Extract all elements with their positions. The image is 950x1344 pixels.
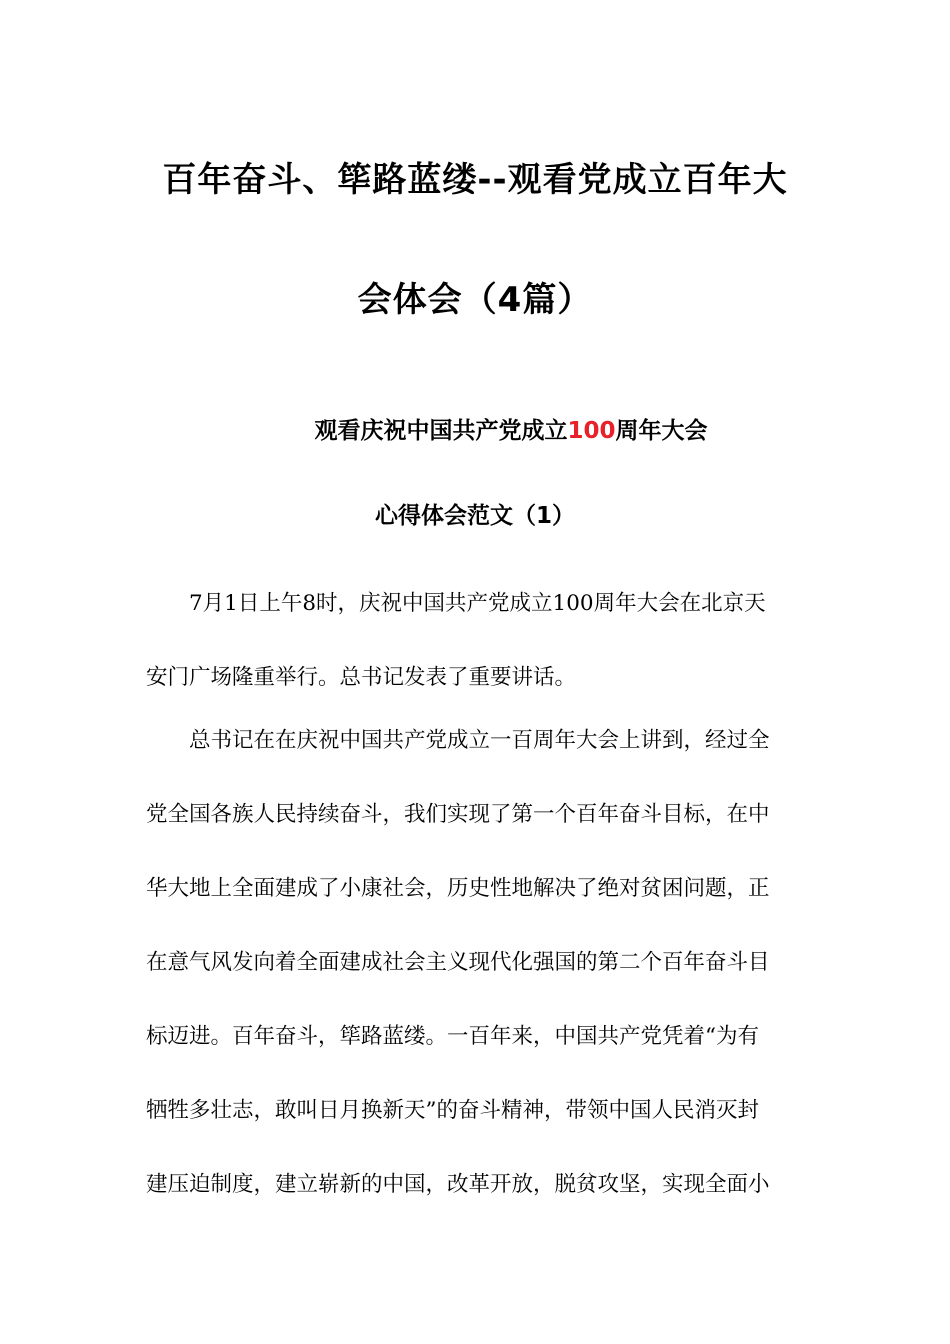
paragraph-2-line-4: 在意气风发向着全面建成社会主义现代化强国的第二个百年奋斗目 [146,950,770,975]
section-heading-line-1 [36,416,950,446]
paragraph-2-line-5: 标迈进。百年奋斗，筚路蓝缕。一百年来，中国共产党凭着“为有 [146,1024,759,1049]
paragraph-1-line-2: 安门广场隆重举行。总书记发表了重要讲话。 [146,665,577,690]
section-heading-line-2: 心得体会范文（1） [374,503,575,529]
paragraph-2-line-3: 华大地上全面建成了小康社会，历史性地解决了绝对贫困问题，正 [146,876,770,901]
paragraph-2-line-2: 党全国各族人民持续奋斗，我们实现了第一个百年奋斗目标，在中 [146,802,770,827]
section-heading-prefix: 观看庆祝中国共产党成立 [314,418,568,444]
document-title-line-1: 百年奋斗、筚路蓝缕--观看党成立百年大 [162,160,788,200]
paragraph-2-line-1: 总书记在在庆祝中国共产党成立一百周年大会上讲到，经过全 [189,728,770,753]
paragraph-1-line-1: 7月1日上午8时，庆祝中国共产党成立100周年大会在北京天 [189,591,766,616]
paragraph-2-line-7: 建压迫制度，建立崭新的中国，改革开放，脱贫攻坚，实现全面小 [146,1172,770,1197]
document-title-line-2: 会体会（4篇） [357,280,593,320]
section-heading-suffix: 周年大会 [615,418,708,444]
section-heading-highlight-number: 100 [567,418,616,444]
paragraph-2-line-6: 牺牲多壮志，敢叫日月换新天”的奋斗精神，带领中国人民消灭封 [146,1098,759,1123]
